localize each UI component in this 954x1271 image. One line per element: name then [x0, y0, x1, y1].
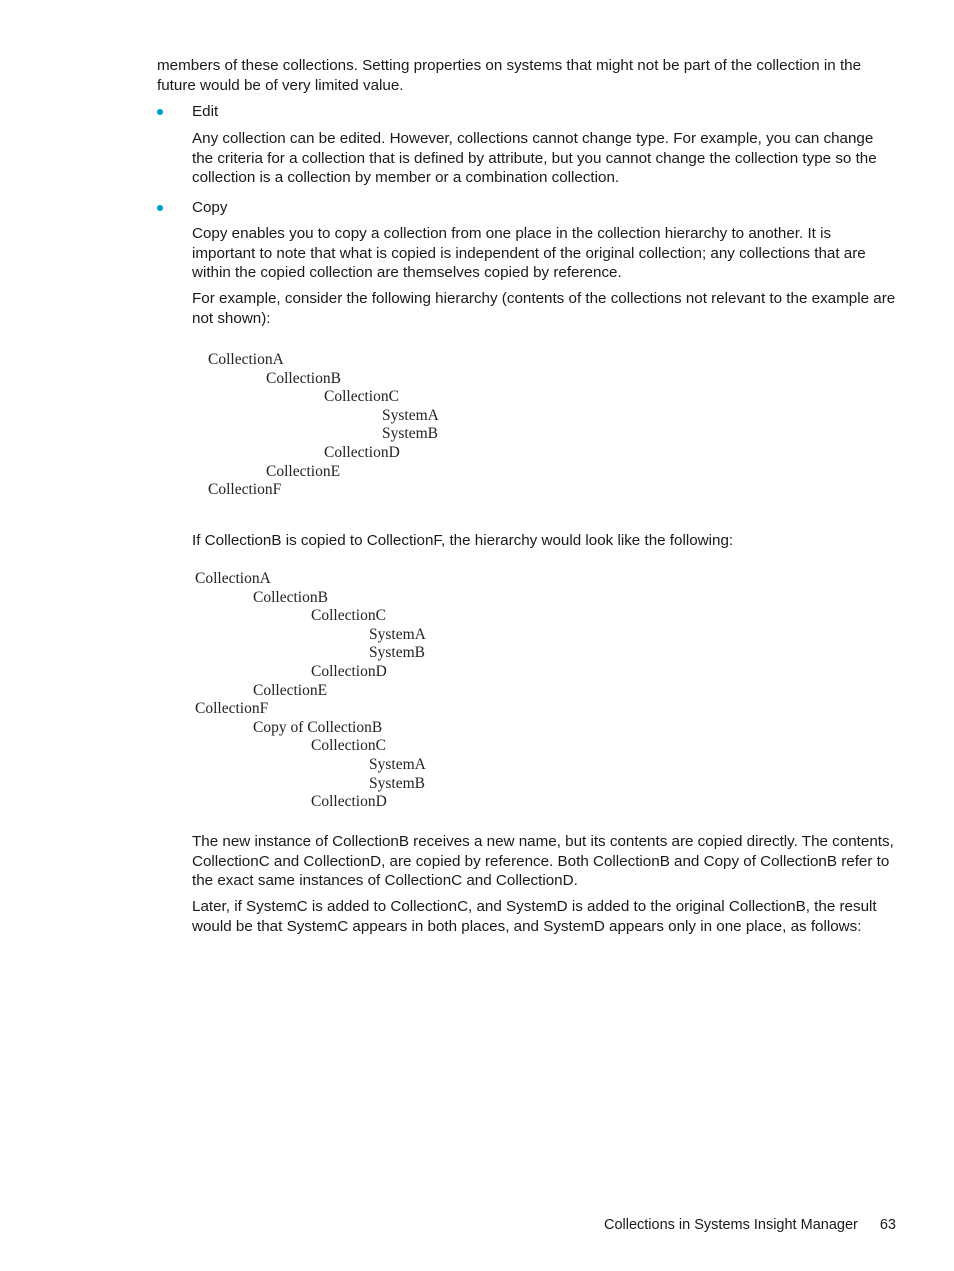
tree-node: CollectionB	[266, 369, 341, 387]
tree-node: CollectionC	[311, 607, 386, 625]
edit-description: Any collection can be edited. However, collections cannot change type. For example, you can change the criteria for a collection that is defined by attribute, but you cannot change the collection type so the collection is a collection by member or a combination collection.	[192, 130, 877, 187]
copy-description: Copy enables you to copy a collection from one place in the collection hierarchy to another. It is important to note that what is copied is independent of the original collection; any collections that are within the copied collection are themselves copied by reference.	[192, 225, 866, 282]
tree-node: SystemB	[369, 644, 425, 662]
bullet-icon	[157, 205, 163, 211]
tree-node: CollectionD	[311, 793, 387, 811]
intro-paragraph: members of these collections. Setting properties on systems that might not be part of the collection in the future would be of very limited value.	[157, 57, 862, 94]
tree-node: CollectionC	[324, 388, 399, 406]
copied-hierarchy-intro: If CollectionB is copied to CollectionF, the hierarchy would look like the following:	[192, 532, 734, 549]
page-number: 63	[879, 1217, 896, 1233]
tree-node: CollectionE	[266, 462, 341, 480]
tree-node: CollectionD	[311, 663, 387, 680]
copy-explanation: The new instance of CollectionB receives a new name, but its contents are copied directly. The contents, CollectionC and CollectionD, are copied by reference. Both CollectionB and Copy of CollectionB refer to the exact same instances of CollectionC and CollectionD.	[192, 833, 894, 890]
bullet-icon	[157, 109, 163, 115]
tree-node: CollectionA	[195, 570, 271, 587]
tree-node: SystemB	[382, 425, 438, 443]
tree-node: SystemA	[369, 756, 426, 773]
page-footer	[560, 1215, 896, 1235]
tree-node: CollectionF	[195, 700, 269, 718]
footer-section-title: Collections in Systems Insight Manager	[603, 1217, 858, 1233]
later-example-intro: Later, if SystemC is added to CollectionC, and SystemD is added to the original CollectionB, the result would be that SystemC appears in both places, and SystemD appears only in one place, as follows:	[192, 898, 877, 935]
tree-node: SystemB	[369, 774, 425, 792]
tree-node: CollectionB	[253, 588, 328, 606]
tree-node: CollectionF	[208, 481, 282, 499]
tree-node: CollectionA	[208, 351, 284, 368]
tree-node: CollectionE	[253, 681, 328, 699]
copy-example-intro: For example, consider the following hierarchy (contents of the collections not relevant to the example are not shown):	[192, 290, 896, 327]
tree-node: CollectionC	[311, 737, 386, 755]
tree-node: SystemA	[369, 625, 426, 643]
tree-node: CollectionD	[324, 444, 400, 461]
bullet-label-edit: Edit	[192, 103, 219, 120]
tree-node: SystemA	[382, 406, 439, 424]
bullet-label-copy: Copy	[192, 199, 228, 216]
tree-node: Copy of CollectionB	[253, 718, 383, 736]
